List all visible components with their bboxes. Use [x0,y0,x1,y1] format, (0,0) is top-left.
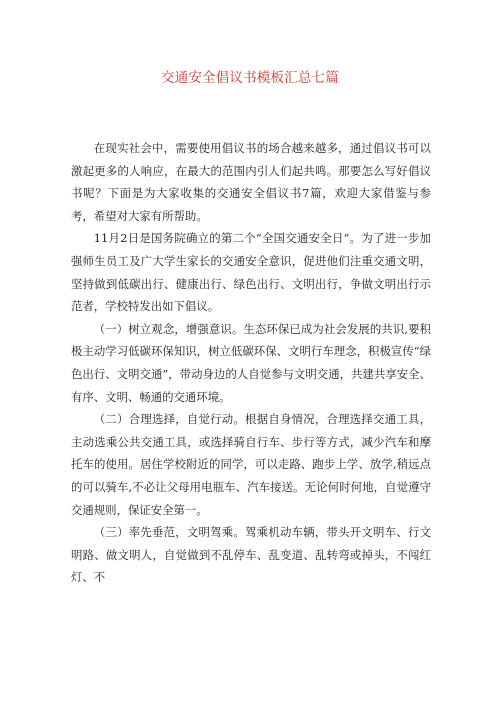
document-title: 交通安全倡议书模板汇总七篇 [160,70,340,86]
paragraph-intro: 在现实社会中，需要使用倡议书的场合越来越多，通过倡议书可以激起更多的人响应，在最大的范围内引人们起共鸣。那要怎么写好倡议书呢？下面是为大家收集的交通安全倡议书7篇，欢迎大家借鉴与参考，希望对大家有所帮助。 [71,141,431,223]
paragraph-safety-day: 11月2日是国务院确立的第二个“全国交通安全日”。为了进一步加强师生员工及广大学生家长的交通安全意识，促进他们注重交通文明，坚持做到低碳出行、健康出行、绿色出行、文明出行，争做文明出行示范者，学校特发出如下倡议。 [71,231,431,314]
paragraph-point-two: （二）合理选择，自觉行动。根据自身情况，合理选择交通工具，主动选乘公共交通工具，或选择骑自行车、步行等方式，减少汽车和摩托车的使用。居住学校附近的同学，可以走路、跑步上学、放学,稍远点的可以骑车,不必让父母用电瓶车、汽车接送。无论何时何地，自觉遵守交通规则，保证安全第一。 [71,412,431,517]
paragraph-point-one: （一）树立观念，增强意识。生态环保已成为社会发展的共识,要积极主动学习低碳环保知识，树立低碳环保、文明行车理念，积极宣传“绿色出行、文明交通”，带动身边的人自觉参与文明交通，共建共享安全、有序、文明、畅通的交通环境。 [71,321,431,404]
paragraph-point-three: （三）率先垂范，文明驾乘。驾乘机动车辆，带头开文明车、行文明路、做文明人，自觉做到不乱停车、乱变道、乱转弯或掉头，不闯红灯、不 [71,525,431,585]
document-body [71,137,431,589]
